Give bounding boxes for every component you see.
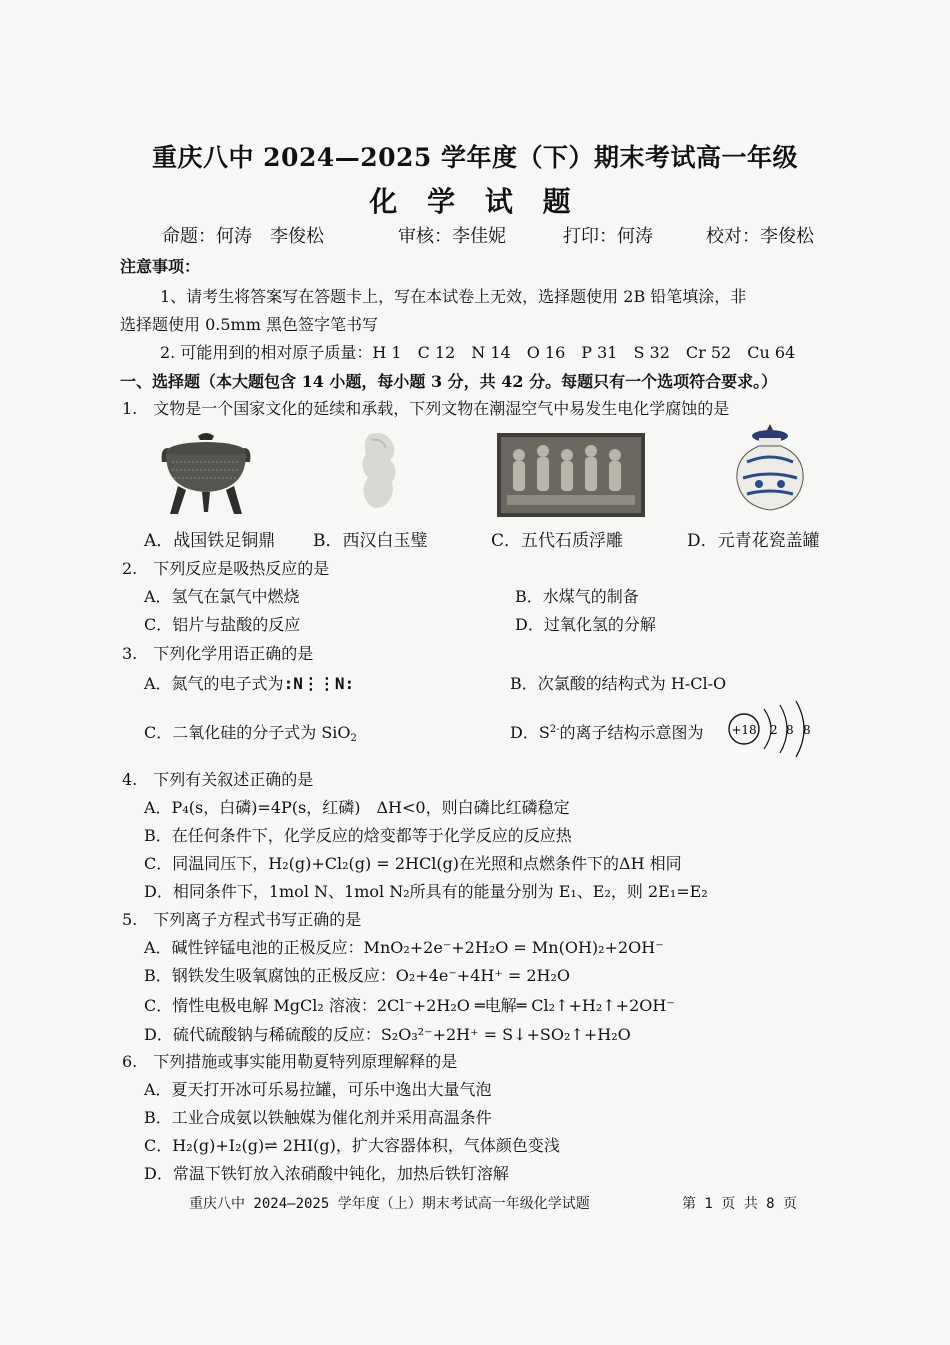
nitrogen-electron-formula: :N⋮⋮N:: [283, 674, 355, 693]
page-footer: 重庆八中 2024—2025 学年度（上）期末考试高一年级化学试题: [189, 1196, 590, 1212]
q5-option-b: B．钢铁发生吸氧腐蚀的正极反应：O₂+4e⁻+4H⁺ = 2H₂O: [144, 966, 571, 985]
shell-1-label: 2: [770, 723, 778, 737]
q1-stem: 1. 文物是一个国家文化的延续和承载，下列文物在潮湿空气中易发生电化学腐蚀的是: [122, 399, 730, 418]
q3-option-d-pre: D．S: [510, 723, 550, 742]
subject-title: 化 学 试 题: [369, 185, 581, 218]
q1-option-d: D．元青花瓷盖罐: [687, 531, 820, 551]
jade-bi-image: [350, 430, 410, 518]
notice-item2: 2. 可能用到的相对原子质量：H 1 C 12 N 14 O 16 P 31 S 32 Cr 52 Cu 64: [160, 343, 796, 362]
q3-option-c-text: C．二氧化硅的分子式为 SiO: [144, 723, 351, 742]
q6-option-b: B．工业合成氨以铁触媒为催化剂并采用高温条件: [144, 1108, 492, 1127]
q2-option-a: A．氢气在氯气中燃烧: [144, 587, 300, 606]
nucleus-label: +18: [731, 723, 757, 737]
shell-2-label: 8: [786, 723, 794, 737]
notice-item1-line1: 1、请考生将答案写在答题卡上，写在本试卷上无效，选择题使用 2B 铅笔填涂，非: [160, 287, 747, 306]
sulfide-ion-diagram: [726, 695, 818, 761]
notice-item1-line2: 选择题使用 0.5mm 黑色签字笔书写: [120, 315, 378, 334]
q1-option-c: C．五代石质浮雕: [491, 531, 624, 551]
bronze-ding-image: [150, 430, 262, 518]
q3-option-c: [144, 720, 357, 744]
q1-option-b: B．西汉白玉璧: [313, 531, 428, 551]
q6-option-a: A．夏天打开冰可乐易拉罐，可乐中逸出大量气泡: [144, 1080, 492, 1099]
q4-stem: 4. 下列有关叙述正确的是: [122, 770, 314, 789]
q5-stem: 5. 下列离子方程式书写正确的是: [122, 910, 362, 929]
reviewer: 审核：李佳妮: [398, 226, 506, 247]
exam-title: 重庆八中 2024—2025 学年度（下）期末考试高一年级: [151, 143, 799, 172]
page-number: 第 1 页 共 8 页: [682, 1196, 798, 1212]
q5-option-c: C．惰性电极电解 MgCl₂ 溶液：2Cl⁻+2H₂O ═电解═ Cl₂↑+H₂↑+2OH⁻: [144, 996, 675, 1015]
setter: 命题：何涛 李俊松: [162, 226, 324, 247]
q3-option-a: [144, 671, 354, 694]
stone-relief-image: [497, 433, 645, 517]
q6-option-d: D．常温下铁钉放入浓硝酸中钝化，加热后铁钉溶解: [144, 1164, 509, 1183]
q5-option-d: D．硫代硫酸钠与稀硫酸的反应：S₂O₃²⁻+2H⁺ = S↓+SO₂↑+H₂O: [144, 1025, 631, 1044]
q3-option-d: [510, 720, 704, 743]
q2-option-d: D．过氧化氢的分解: [515, 615, 656, 634]
q4-option-a: A．P₄(s，白磷)=4P(s，红磷) ΔH<0，则白磷比红磷稳定: [144, 798, 570, 817]
printer: 打印：何涛: [563, 226, 653, 247]
q3-option-d-sup: 2-: [549, 724, 560, 735]
proofreader: 校对：李俊松: [706, 226, 814, 247]
q6-option-c: C．H₂(g)+I₂(g)⇌ 2HI(g)，扩大容器体积，气体颜色变浅: [144, 1136, 560, 1155]
q3-option-a-text: A．氮气的电子式为: [144, 674, 284, 693]
blue-white-jar-image: [733, 422, 807, 518]
q3-stem: 3. 下列化学用语正确的是: [122, 644, 314, 663]
q3-option-d-post: 的离子结构示意图为: [559, 723, 704, 742]
q4-option-c: C．同温同压下，H₂(g)+Cl₂(g) = 2HCl(g)在光照和点燃条件下的ΔH 相同: [144, 854, 682, 873]
q4-option-b: B．在任何条件下，化学反应的焓变都等于化学反应的反应热: [144, 826, 572, 845]
q2-option-c: C．铝片与盐酸的反应: [144, 615, 301, 634]
q2-stem: 2. 下列反应是吸热反应的是: [122, 559, 330, 578]
shell-3-label: 8: [803, 723, 811, 737]
q3-option-b: B．次氯酸的结构式为 H-Cl-O: [510, 674, 727, 693]
q3-option-c-sub: 2: [350, 733, 357, 744]
q2-option-b: B．水煤气的制备: [515, 587, 639, 606]
section-heading: 一、选择题（本大题包含 14 小题，每小题 3 分，共 42 分。每题只有一个选项符合要求。）: [120, 372, 778, 391]
notice-heading: 注意事项：: [120, 257, 201, 276]
q1-option-a: A．战国铁足铜鼎: [144, 531, 276, 551]
q5-option-a: A．碱性锌锰电池的正极反应：MnO₂+2e⁻+2H₂O = Mn(OH)₂+2OH⁻: [144, 938, 664, 957]
q6-stem: 6. 下列措施或事实能用勒夏特列原理解释的是: [122, 1052, 458, 1071]
q4-option-d: D．相同条件下，1mol N、1mol N₂所具有的能量分别为 E₁、E₂，则 2E₁=E₂: [144, 882, 708, 901]
